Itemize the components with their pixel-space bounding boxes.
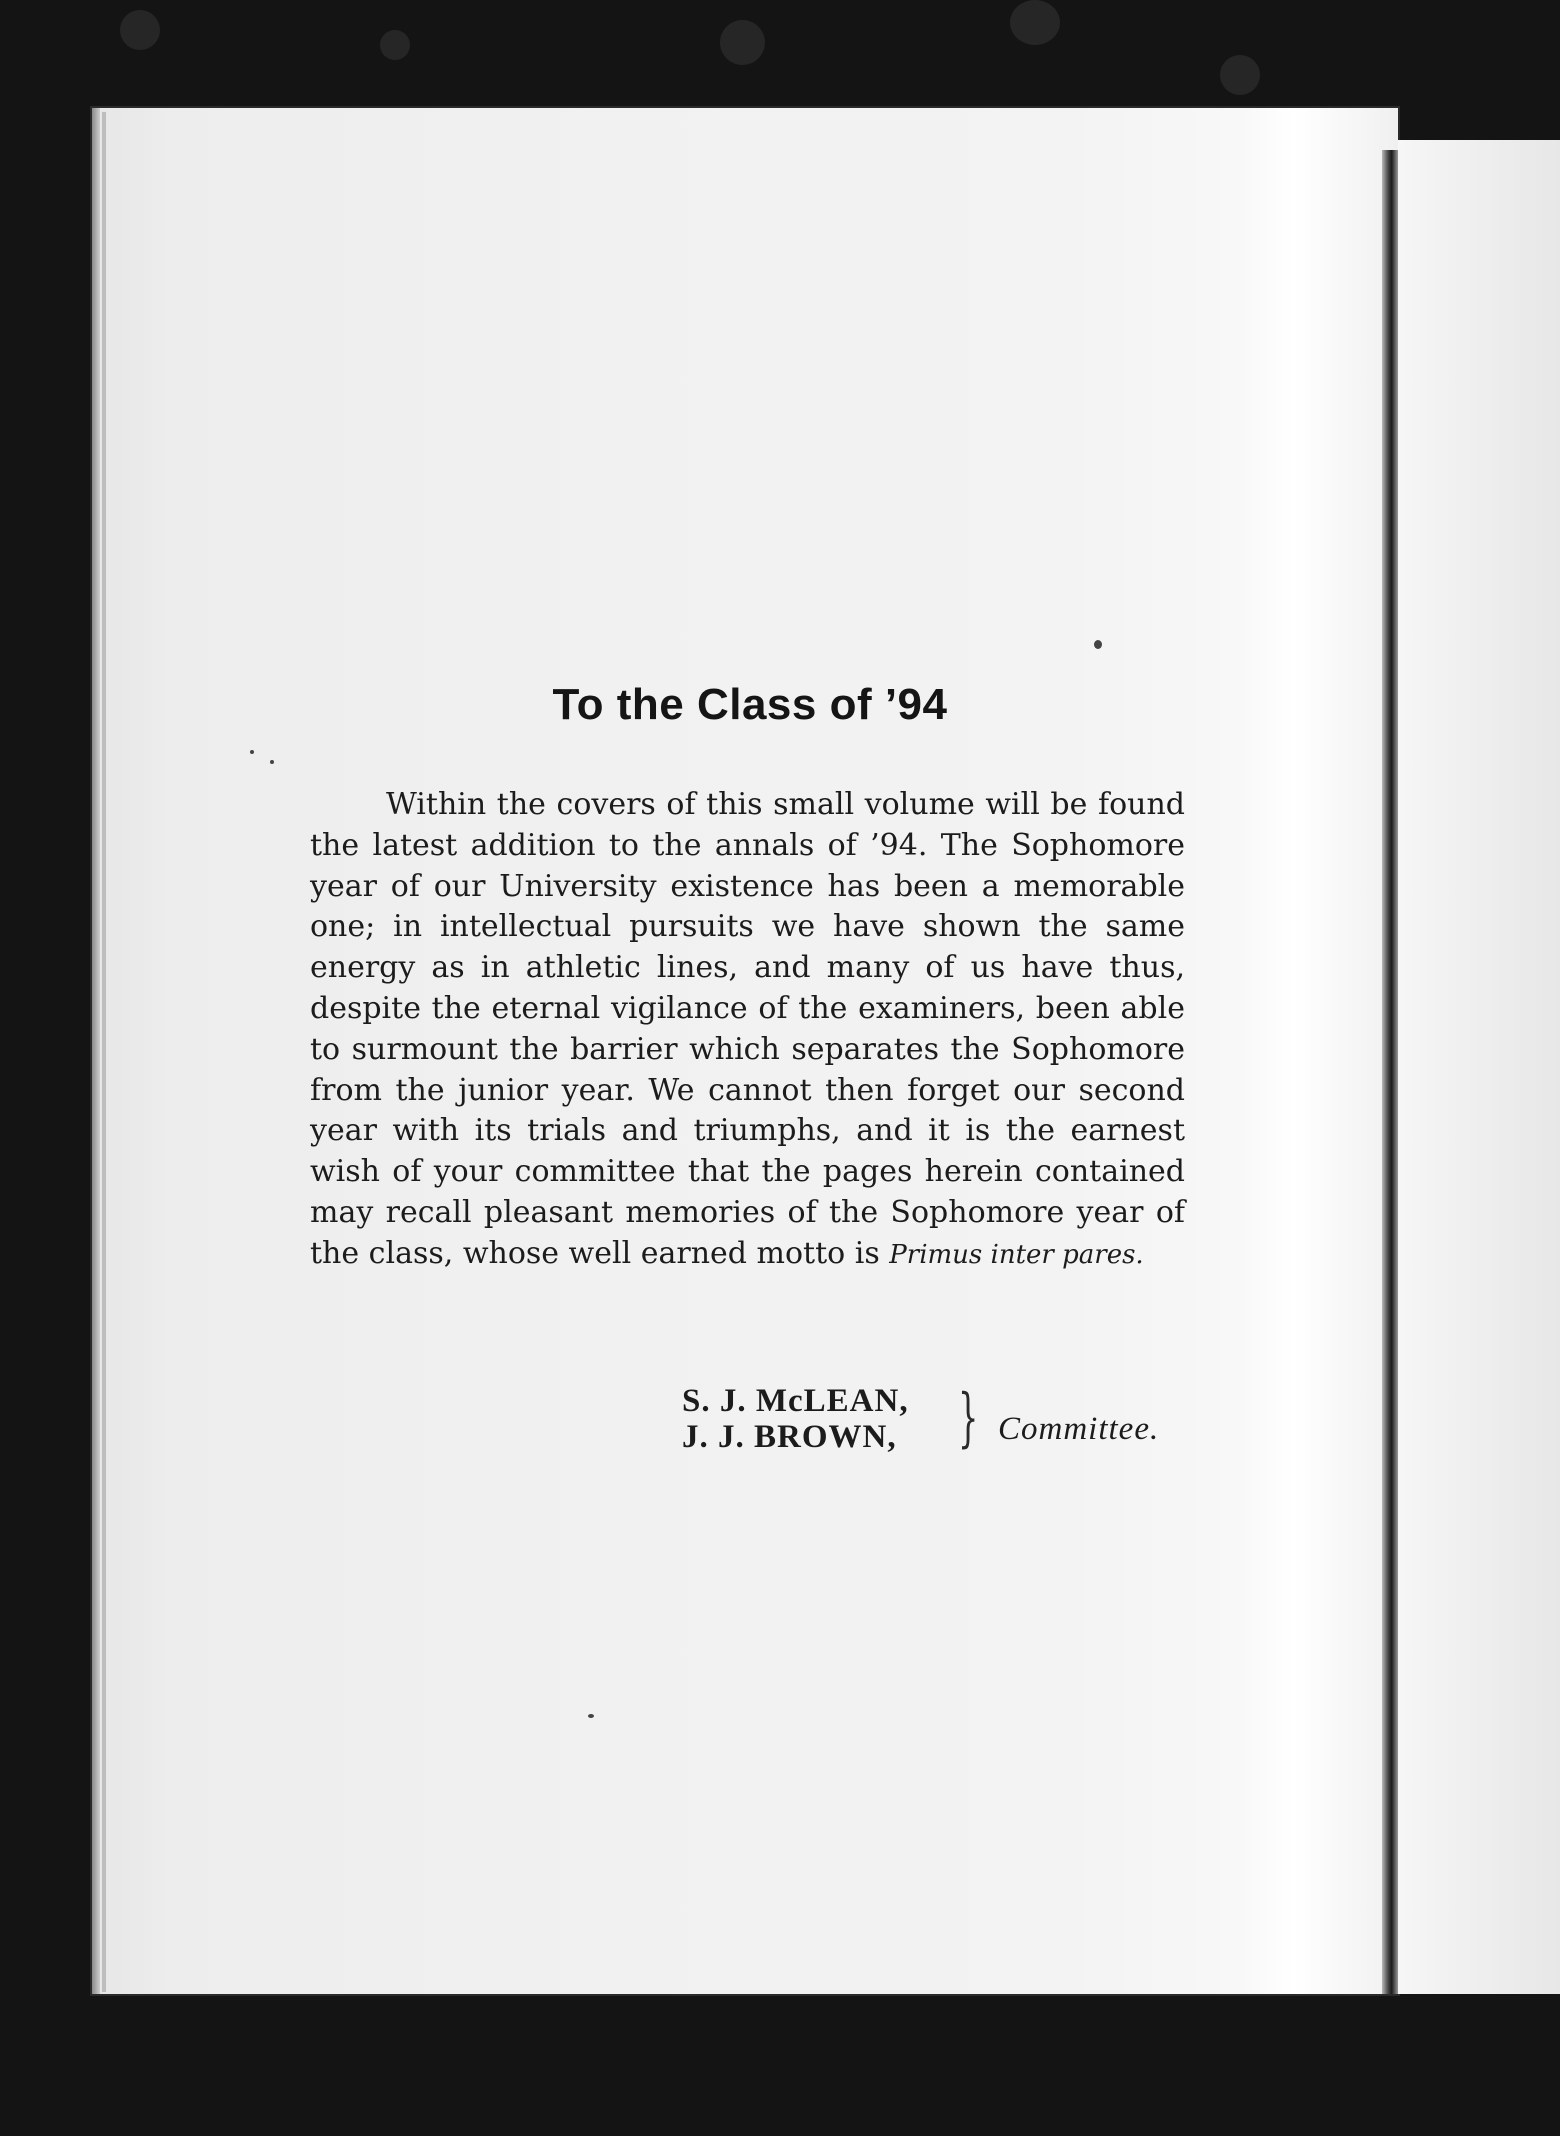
page-title: To the Class of ’94 <box>552 680 948 729</box>
right-page-fragment <box>1398 140 1560 1994</box>
scan-smudge <box>120 10 160 50</box>
scan-smudge <box>1010 0 1060 45</box>
ink-speck <box>1094 640 1102 649</box>
signatory-name: J. J. BROWN, <box>682 1419 897 1455</box>
signatory-list <box>682 1383 909 1455</box>
ink-speck <box>250 750 254 754</box>
scan-smudge <box>380 30 410 60</box>
committee-label: Committee. <box>998 1411 1160 1447</box>
scan-smudge <box>1220 55 1260 95</box>
brace-icon: } <box>958 1381 979 1455</box>
ink-speck <box>270 760 274 764</box>
dedication-body: Within the covers of this small volume will be found the latest addition to the annals of ’94. The Sophomore year of our University existence has been a memorable one; in intellectual pursuits we have shown the same energy as in athletic lines, and many of us have thus, despite the eternal vigilance of the examiners, been able to surmount the barrier which separates the Sophomore from the junior year. We cannot then forget our second year with its trials and triumphs, and it is the earnest wish of your committee that the pages herein contained may recall pleasant memories of the Sophomore year of the class, whose well earned motto is <box>310 787 1185 1271</box>
signatory-name: S. J. McLEAN, <box>682 1383 909 1419</box>
page-edge <box>92 108 100 1994</box>
scan-smudge <box>720 20 765 65</box>
book-spine <box>1382 150 1398 1994</box>
dedication-paragraph <box>310 785 1185 1276</box>
page-edge-inner <box>102 112 106 1992</box>
class-motto: Primus inter pares. <box>889 1239 1144 1270</box>
ink-speck <box>588 1714 594 1718</box>
